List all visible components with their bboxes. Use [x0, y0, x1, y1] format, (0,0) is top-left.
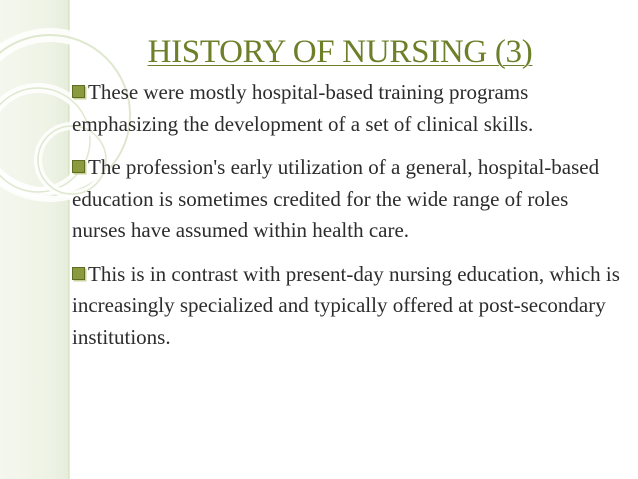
- bullet-item: [72, 77, 627, 140]
- bullet-text: This is in contrast with present-day nursing education, which is increasingly specialized and typically offered at post-secondary institutions.: [72, 261, 620, 349]
- slide-body: [72, 77, 627, 353]
- square-bullet-icon: [72, 160, 85, 173]
- bullet-item: [72, 259, 627, 354]
- square-bullet-icon: [72, 85, 85, 98]
- bullet-item: [72, 152, 627, 247]
- bullet-text: These were mostly hospital-based training programs emphasizing the development of a set of clinical skills.: [72, 80, 534, 136]
- bullet-text: The profession's early utilization of a general, hospital-based education is sometimes credited for the wide range of roles nurses have assumed within health care.: [72, 155, 600, 242]
- square-bullet-icon: [72, 267, 85, 280]
- slide-title: HISTORY OF NURSING (3): [147, 34, 533, 70]
